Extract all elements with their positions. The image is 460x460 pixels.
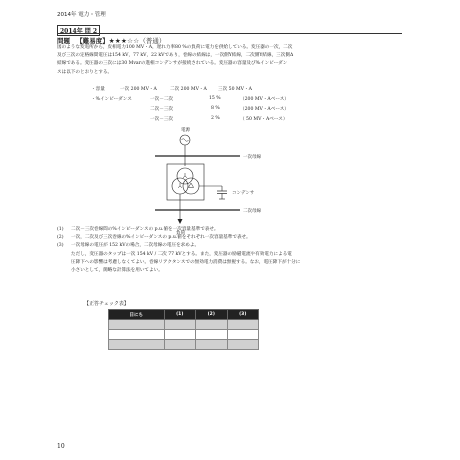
year-problem-box: 2014年 問 2 [57,25,100,36]
header-rule [57,33,402,34]
impedance-pair: 一次－二次 [150,97,173,102]
check-cell[interactable] [109,340,165,350]
impedance-value: 15 % [209,96,221,101]
difficulty-label: 【難易度】 [76,37,109,45]
check-cell[interactable] [164,320,196,330]
check-table-header-row [109,310,259,320]
check-header-q2: (2) [196,310,228,320]
check-cell[interactable] [227,330,259,340]
check-header-q1: (1) [164,310,196,320]
question-line: 二次－三次巻線間の%インピーダンスの p.u.値を一次容量基準で表せ。 [71,227,219,232]
impedance-base: （ 50 MV・Aベース） [240,117,288,122]
impedance-pair: 一次－三次 [150,117,173,122]
check-cell[interactable] [196,340,228,350]
capacity-bullet: ・容量 [91,87,105,92]
check-table-title: 【正答チェック表】 [84,301,129,307]
difficulty-word: （普通） [139,37,166,45]
load-arrow-icon [178,219,183,224]
intro-line: スは以下のとおりとする。 [57,69,113,75]
intro-line: 結線である。変圧器の三次には30 Mvarの進相コンデンサが接続されている。変圧器の容量及び%インピーダン [57,61,288,67]
impedance-value: 2 % [211,116,220,121]
impedance-value: 8 % [211,106,220,111]
page-number: 10 [57,443,65,450]
check-cell[interactable] [164,340,196,350]
transformer-tertiary-winding [183,178,199,194]
check-cell[interactable] [196,320,228,330]
capacity-primary: 一次 200 MV・A [120,87,157,92]
check-cell[interactable] [196,330,228,340]
check-header-date: 日にち [109,310,165,320]
load-label: 負荷 [176,231,185,236]
question-line: ただし，変圧器のタップは一次 154 kV / 二次 77 kVとする。また，変圧器の励磁電流や有効電力による電 [71,251,292,257]
capacity-tertiary: 三次 50 MV・A [218,87,252,92]
difficulty-stars: ★★★☆☆ [108,37,140,45]
question-list [57,226,402,275]
intro-line: 図のような変電所から，皮相電力100 MV・A，遅れ力率80 %の負荷に電力を供給している。変圧器の一次，二次 [57,45,293,50]
problem-intro [57,44,402,77]
secondary-bus-label: 二次母線 [243,209,261,214]
check-cell[interactable] [109,330,165,340]
question-number: (3) [57,243,64,249]
check-cell[interactable] [109,320,165,330]
question-line: 一次母線の電圧が 152 kVの場合，二次母線の電圧を求めよ。 [71,243,200,249]
question-line: 小さいとして，簡略な計算法を用いてよい。 [71,268,163,274]
check-header-q3: (3) [227,310,259,320]
intro-line: 及び三次の定格線間電圧は154 kV，77 kV，22 kVであり，巻線の結線は，一次側Y結線，二次側Y結線，三次側Δ [57,53,294,59]
problem-label: 問題 [57,37,70,45]
check-table-row [109,340,259,350]
impedance-base: （200 MV・Aベース） [240,107,289,112]
capacity-secondary: 二次 200 MV・A [170,87,207,92]
impedance-base: （200 MV・Aベース） [240,97,289,102]
question-item [57,226,402,234]
answer-check-table [108,309,259,350]
check-table-row [109,330,259,340]
question-number: (2) [57,235,64,241]
running-header: 2014年 電力・管理 [57,12,106,18]
question-item [57,234,402,242]
question-line: 圧降下への影響は考慮しなくてよい。巻線リアクタンスでの無効電力消費は無視する。なお，電圧降下が十分に [71,259,301,265]
check-cell[interactable] [227,340,259,350]
question-item [57,242,402,275]
check-table-row [109,320,259,330]
capacitor-label: コンデンサ [232,191,255,196]
check-cell[interactable] [164,330,196,340]
impedance-label: ・%インピーダンス [91,97,132,102]
primary-bus-label: 一次母線 [243,155,261,160]
impedance-pair: 二次－三次 [150,107,173,112]
transformer-frame [167,164,204,200]
source-label: 電源 [181,128,190,133]
question-line: 一次，二次及び三次巻線の%インピーダンスの p.u.値をそれぞれ一次容量基準で表せ。 [71,235,251,241]
check-cell[interactable] [227,320,259,330]
question-number: (1) [57,227,64,232]
